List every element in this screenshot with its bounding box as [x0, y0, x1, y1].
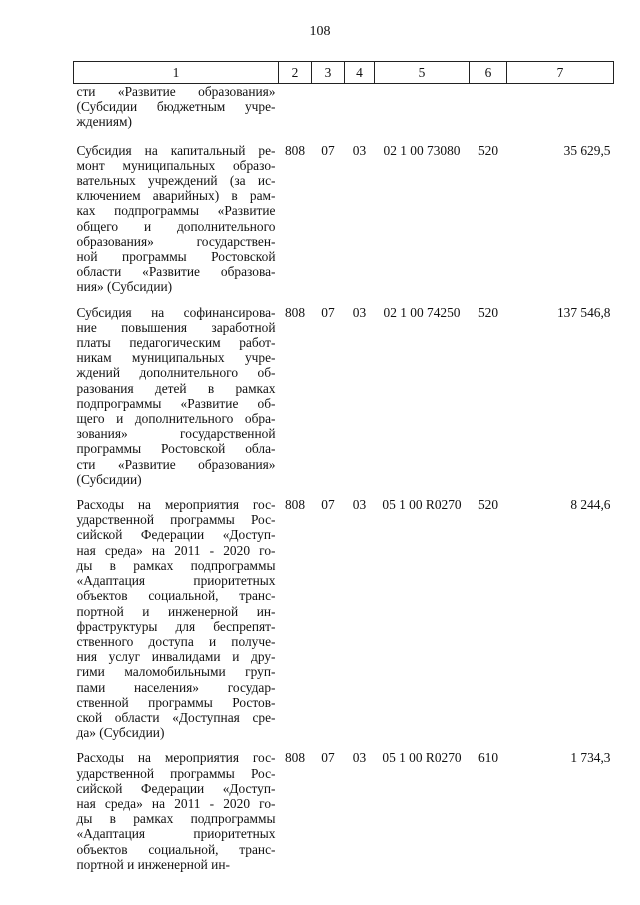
- description-line: объектов социальной, транс-: [76, 841, 276, 857]
- description-line: ной программы Ростовской: [76, 249, 276, 265]
- amount-value: 35 629,5: [563, 142, 611, 158]
- target-article-code: [375, 84, 470, 143]
- description-line: зования» государственной: [76, 426, 276, 442]
- description-line: ственного доступа и получе-: [76, 633, 276, 649]
- description-line: сти «Развитие образования»: [76, 84, 276, 99]
- description-line: никам муниципальных учре-: [76, 350, 276, 366]
- description-line: Расходы на мероприятия гос-: [76, 750, 276, 766]
- expense-type-code: [470, 84, 507, 143]
- header-cell-2: 2: [279, 62, 312, 84]
- amount-value: [507, 84, 614, 143]
- header-cell-6: 6: [470, 62, 507, 84]
- section-code: [312, 84, 345, 143]
- ministry-code: [279, 84, 312, 143]
- description-line: ской области «Доступная сре-: [76, 709, 276, 725]
- subsection-code: [345, 84, 375, 143]
- page-number: 108: [309, 24, 331, 39]
- table-row: [74, 305, 614, 497]
- subsection-code: 03: [352, 750, 367, 766]
- target-article-code: 02 1 00 73080: [383, 142, 461, 158]
- subsection-code: 03: [352, 304, 367, 320]
- row-description: [74, 84, 279, 143]
- budget-table: [73, 61, 614, 882]
- ministry-code: 808: [284, 497, 306, 513]
- ministry-code: 808: [284, 142, 306, 158]
- description-line: Расходы на мероприятия гос-: [76, 497, 276, 513]
- description-line: ние повышения заработной: [76, 319, 276, 335]
- section-code: 07: [321, 304, 335, 320]
- description-line: объектов социальной, транс-: [76, 588, 276, 604]
- description-line: щего и дополнительного обра-: [76, 411, 276, 427]
- subsection-code: 03: [352, 142, 367, 158]
- section-code: 07: [321, 497, 335, 513]
- target-article-code: 05 1 00 R0270: [382, 497, 462, 513]
- description-line: ды в рамках подпрограммы: [76, 811, 276, 827]
- description-line: ды в рамках подпрограммы: [76, 557, 276, 573]
- description-line: разования детей в рамках: [76, 380, 276, 396]
- description-line: программы Ростовской обла-: [76, 441, 276, 457]
- description-line: вательных учреждений (за ис-: [76, 173, 276, 189]
- description-line: сти «Развитие образования»: [76, 456, 276, 472]
- expense-type-code: 610: [477, 750, 499, 766]
- target-article-code: 05 1 00 R0270: [382, 750, 462, 766]
- row-description: [74, 750, 279, 882]
- description-line: ния» (Субсидии): [76, 279, 173, 295]
- description-line: ждений дополнительного об-: [76, 365, 276, 381]
- expense-type-code: 520: [477, 142, 499, 158]
- description-line: образования» государствен-: [76, 233, 276, 249]
- ministry-code: 808: [284, 750, 306, 766]
- description-line: ственной программы Ростов-: [76, 694, 276, 710]
- description-line: Субсидия на капитальный ре-: [76, 142, 276, 158]
- description-line: ждениям): [76, 114, 132, 130]
- section-code: 07: [321, 142, 335, 158]
- description-line: ная среда» на 2011 - 2020 го-: [76, 795, 276, 811]
- description-line: (Субсидии бюджетным учре-: [76, 99, 276, 115]
- description-line: гими маломобильными груп-: [76, 664, 276, 680]
- description-line: (Субсидии): [76, 471, 142, 487]
- row-description: [74, 305, 279, 497]
- description-line: ния услуг инвалидами и дру-: [76, 649, 276, 665]
- amount-value: 1 734,3: [570, 750, 611, 766]
- description-line: фраструктуры для беспрепят-: [76, 618, 276, 634]
- table-row: [74, 750, 614, 882]
- description-line: подпрограммы «Развитие об-: [76, 395, 276, 411]
- description-line: платы педагогическим работ-: [76, 335, 276, 351]
- header-cell-4: 4: [345, 62, 375, 84]
- row-description: [74, 497, 279, 750]
- expense-type-code: 520: [477, 304, 499, 320]
- subsection-code: 03: [352, 497, 367, 513]
- table-row: [74, 84, 614, 143]
- description-line: Субсидия на софинансирова-: [76, 304, 276, 320]
- description-line: «Адаптация приоритетных: [76, 826, 276, 842]
- expense-type-code: 520: [477, 497, 499, 513]
- header-cell-3: 3: [312, 62, 345, 84]
- section-code: 07: [321, 750, 335, 766]
- description-line: области «Развитие образова-: [76, 264, 276, 280]
- table-row: [74, 143, 614, 305]
- description-line: сийской Федерации «Доступ-: [76, 780, 276, 796]
- header-cell-5: 5: [375, 62, 470, 84]
- description-line: да» (Субсидии): [76, 725, 165, 741]
- description-line: пами населения» государ-: [76, 679, 276, 695]
- description-line: ках подпрограммы «Развитие: [76, 203, 276, 219]
- description-line: ключением аварийных) в рам-: [76, 188, 276, 204]
- description-line: «Адаптация приоритетных: [76, 573, 276, 589]
- header-cell-1: 1: [74, 62, 279, 84]
- description-line: ударственной программы Рос-: [76, 765, 276, 781]
- table-row: [74, 497, 614, 750]
- header-row: [74, 62, 614, 84]
- ministry-code: 808: [284, 304, 306, 320]
- description-line: общего и дополнительного: [76, 218, 276, 234]
- description-line: портной и инженерной ин-: [76, 603, 276, 619]
- header-cell-7: 7: [507, 62, 614, 84]
- description-line: монт муниципальных образо-: [76, 157, 276, 173]
- target-article-code: 02 1 00 74250: [383, 304, 461, 320]
- description-line: сийской Федерации «Доступ-: [76, 527, 276, 543]
- amount-value: 8 244,6: [570, 497, 611, 513]
- table-body: [74, 84, 614, 882]
- amount-value: 137 546,8: [556, 304, 611, 320]
- row-description: [74, 143, 279, 305]
- description-line: портной и инженерной ин-: [76, 856, 230, 872]
- description-line: ударственной программы Рос-: [76, 512, 276, 528]
- description-line: ная среда» на 2011 - 2020 го-: [76, 542, 276, 558]
